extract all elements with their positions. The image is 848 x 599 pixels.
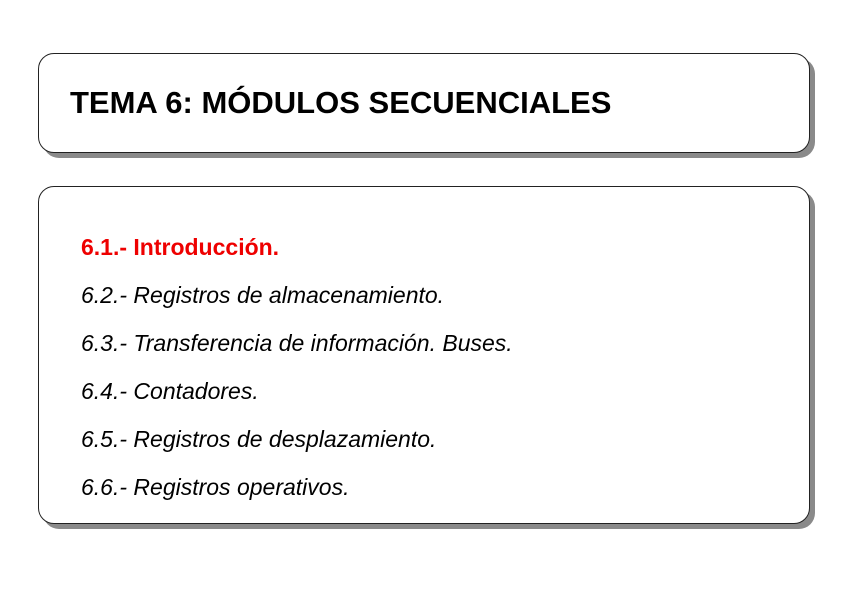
topic-item-registros-desplazamiento: 6.5.- Registros de desplazamiento. [81,426,437,452]
topic-item-transferencia-buses: 6.3.- Transferencia de información. Buses. [81,330,513,356]
topic-item-introduccion: 6.1.- Introducción. [81,234,280,260]
topic-item-registros-operativos: 6.6.- Registros operativos. [81,474,350,500]
topic-item-contadores: 6.4.- Contadores. [81,378,259,404]
topic-list [81,223,513,511]
topic-item-registros-almacenamiento: 6.2.- Registros de almacenamiento. [81,282,445,308]
title-box [38,53,810,153]
content-box [38,186,810,524]
slide-title: TEMA 6: MÓDULOS SECUENCIALES [70,85,612,120]
